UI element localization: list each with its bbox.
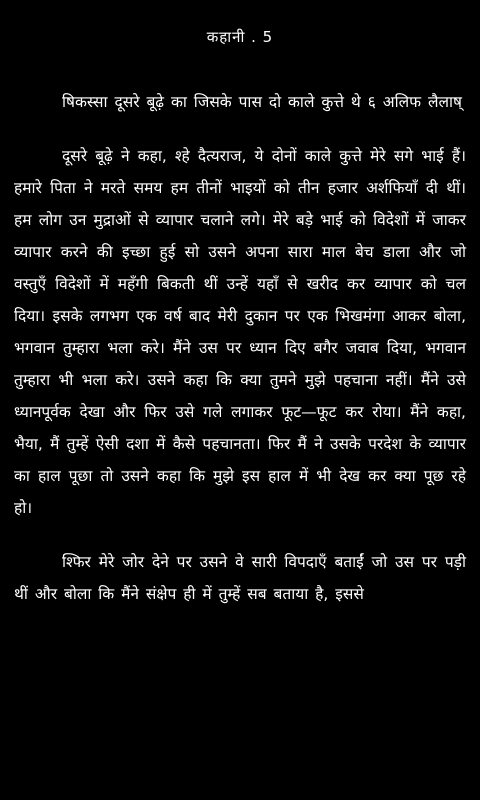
story-text xyxy=(14,86,466,632)
chapter-title: कहानी . 5 xyxy=(206,28,274,46)
story-heading-paragraph: षिकस्सा दूसरे बूढ़े का जिसके पास दो काले कुत्ते थे ६ अलिफ लैलाष् xyxy=(62,93,462,111)
story-paragraph: दूसरे बूढ़े ने कहा, श्हे दैत्यराज, ये दोनों काले कुत्ते मेरे सगे भाई हैं। हमारे पिता ने मरते समय हम तीनों भाइयों को तीन हजार अर्शफियाँ दी थीं। हम लोग उन मुद्राओं से व्यापार चलाने लगे। मेरे बड़े भाई को विदेशों में जाकर व्यापार करने की इच्छा हुई सो उसने अपना सारा माल बेच डाला और जो वस्तुएँ विदेशों में महँगी बिकती थीं उन्हें यहाँ से खरीद कर व्यापार को चल दिया। इसके लगभग एक वर्ष बाद मेरी दुकान पर एक भिखमंगा आकर बोला, भगवान तुम्हारा भला करे। मैंने उस पर ध्यान दिए बगैर जवाब दिया, भगवान तुम्हारा भी भला करे। उसने कहा कि क्या तुमने मुझे पहचाना नहीं। मैंने उसे ध्यानपूर्वक देखा और फिर उसे गले लगाकर फूट—फूट कर रोया। मैंने कहा, भैया, मैं तुम्हें ऐसी दशा में कैसे पहचानता। फिर मैं ने उसके परदेश के व्यापार का हाल पूछा तो उसने कहा कि मुझे इस हाल में भी देख कर क्या पूछ रहे हो। xyxy=(14,147,466,517)
story-paragraph: श्फिर मेरे जोर देने पर उसने वे सारी विपदाएँ बताईं जो उस पर पड़ी थीं और बोला कि मैंने संक्षेप ही में तुम्हें सब बताया है, इससे xyxy=(14,553,466,603)
